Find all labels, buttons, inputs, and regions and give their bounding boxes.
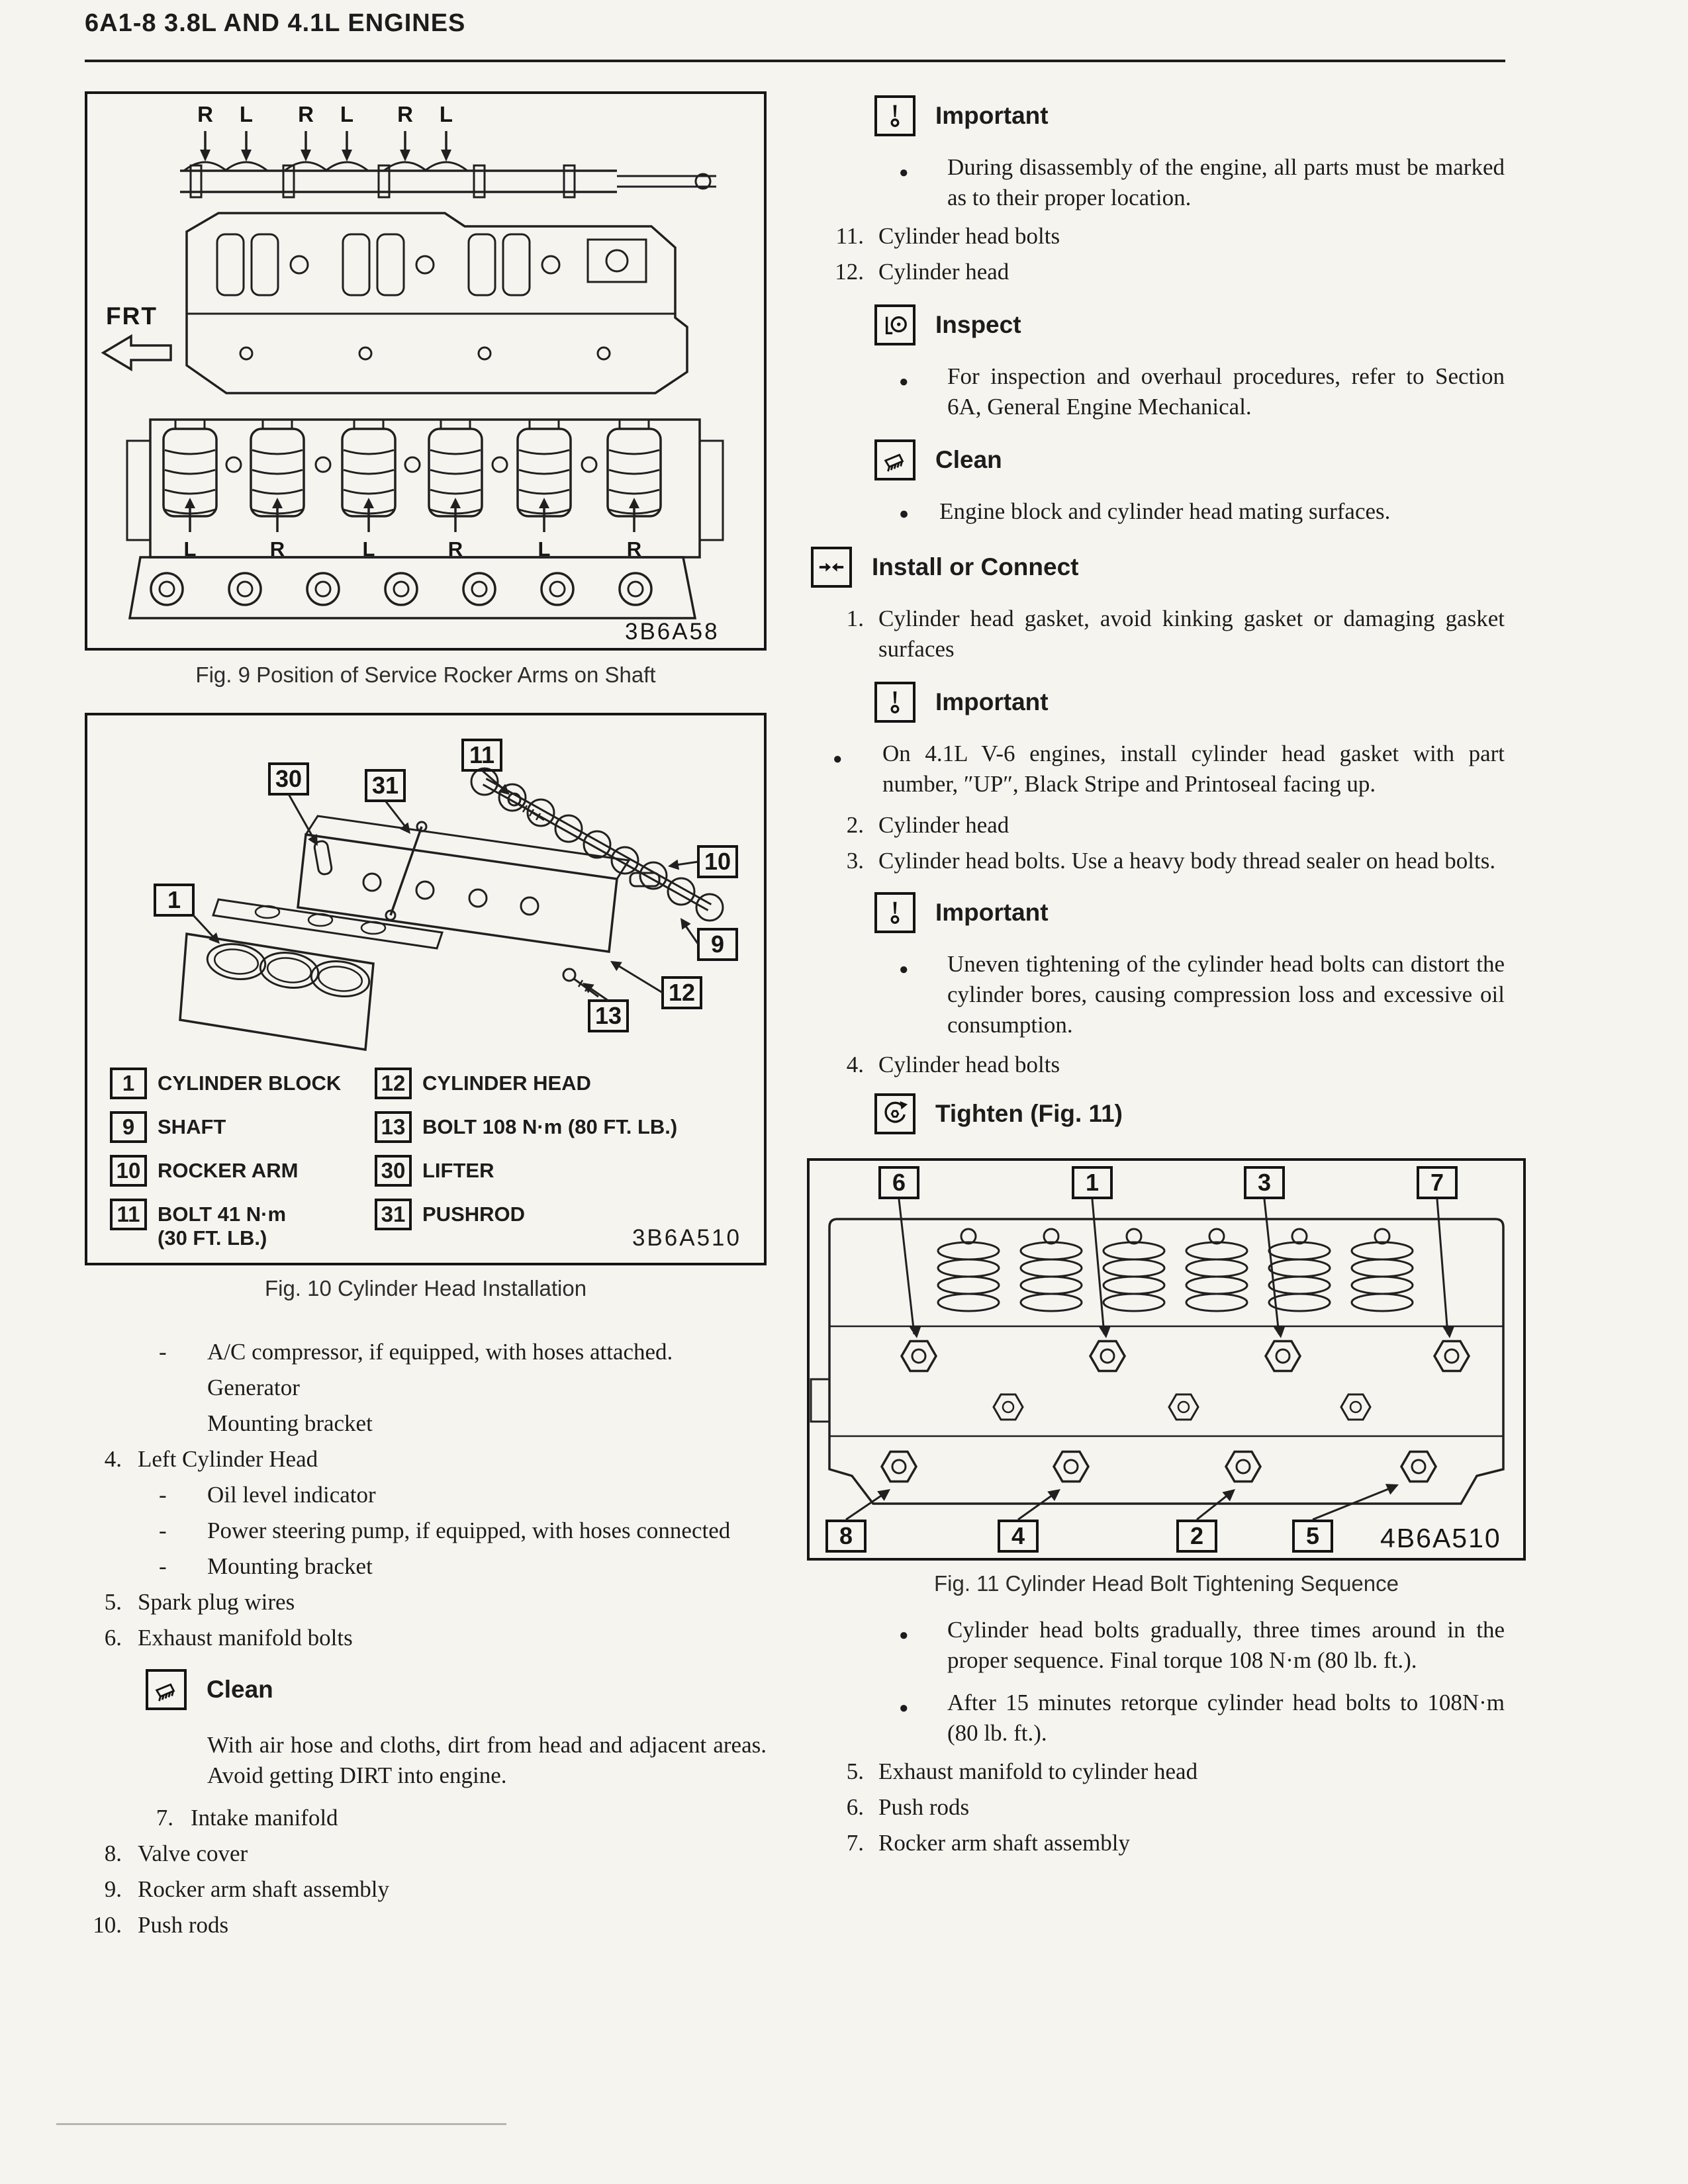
spring-label: R [626,537,642,561]
front-direction-arrow [103,302,171,369]
heading-label: Clean [935,446,1002,473]
item-text: Spark plug wires [138,1589,295,1615]
callout-12: 12 [668,979,696,1006]
fig9-cylinder-head [127,420,723,561]
heading-label: Install or Connect [872,553,1079,580]
item-number: 2. [846,812,864,838]
item-text: Exhaust manifold to cylinder head [878,1758,1198,1784]
item-text: Rocker arm shaft assembly [878,1830,1131,1856]
bullet-41l-gasket [811,739,1505,799]
bullet-text: Engine block and cylinder head mating surfaces. [939,498,1391,524]
list-item-push-rods [85,1910,767,1940]
fig9-rocker-shaft [180,162,716,197]
list-item-mounting-bracket: Mounting bracket [207,1410,373,1436]
rocker-label: R [298,102,314,126]
heading-label: Important [935,102,1049,129]
fig10-shaft-assembly [471,768,723,921]
bullet-marker [899,505,939,523]
item-number: 7. [846,1830,864,1856]
list-item-left-cylinder-head [85,1444,767,1475]
frt-label: FRT [106,302,158,330]
fig11-valve-springs [938,1229,1413,1311]
fig9-head-flange [130,557,695,618]
fig10-bolt-13 [563,969,598,997]
rocker-label: L [340,102,354,126]
list-item-generator: Generator [207,1375,300,1400]
callout-9: 9 [710,931,725,958]
clean-instructions: With air hose and cloths, dirt from head and adjacent areas. Avoid getting DIRT into engine. [207,1732,767,1788]
bullet-inspection-procedures [811,361,1505,422]
fig10-cylinder-block [180,934,373,1050]
legend-label: CYLINDER BLOCK [158,1071,342,1095]
rocker-label: R [197,102,213,126]
heading-label: Inspect [935,311,1021,338]
item-text: Cylinder head gasket, avoid kinking gasket or damaging gasket surfaces [878,606,1505,662]
item-text: Oil level indicator [207,1482,376,1508]
item-text: Cylinder head [878,259,1009,285]
heading-label: Important [935,688,1049,715]
legend-key-1: 1 [110,1068,147,1099]
fig9-rocker-labels [197,102,453,161]
bullet-text: Cylinder head bolts gradually, three times around in the proper sequence. Final torque 108 N·m (80 lb. ft.). [947,1617,1505,1673]
callout-31: 31 [371,772,399,799]
list-item-cylinder-head [811,257,1505,287]
legend-label: ROCKER ARM [158,1159,299,1182]
legend-key-10: 10 [110,1155,147,1187]
item-text: Left Cylinder Head [138,1446,318,1472]
sequence-callout-5: 5 [1305,1522,1320,1549]
item-text: Cylinder head bolts [878,1052,1060,1077]
list-item-valve-cover [85,1839,767,1869]
clean-heading-right [874,439,1505,480]
fig10-exploded-drawing [87,715,764,1056]
important-heading-1 [874,95,1505,136]
fig9-intake-manifold [187,213,687,393]
item-number: 3. [846,848,864,874]
figure-9-caption: Fig. 9 Position of Service Rocker Arms on Shaft [195,662,656,687]
clean-icon [146,1669,187,1710]
bullet-uneven-tightening [811,949,1505,1040]
list-item-head-bolts-sealer [811,846,1505,876]
item-text: Rocker arm shaft assembly [138,1876,390,1902]
list-item-mounting-bracket-2 [85,1551,767,1582]
legend-key-13: 13 [375,1111,412,1143]
fig11-head-bolts [882,1342,1469,1482]
callout-1: 1 [167,886,181,913]
list-item-exhaust-manifold-bolts [85,1623,767,1653]
right-column [811,91,1505,1858]
sequence-callout-8: 8 [839,1522,853,1549]
legend-row [110,1155,751,1187]
sequence-callout-3: 3 [1257,1169,1272,1196]
item-number: 8. [104,1841,122,1866]
sequence-callout-6: 6 [892,1169,906,1196]
callout-13: 13 [594,1002,622,1029]
item-number: 10. [93,1912,122,1938]
legend-label-line2: (30 FT. LB.) [158,1226,267,1250]
sequence-callout-2: 2 [1190,1522,1204,1549]
heading-label: Important [935,899,1049,926]
list-item-rocker-arm-shaft [85,1874,767,1905]
bottom-rule [56,2123,506,2125]
legend-label: CYLINDER HEAD [422,1071,591,1095]
inspect-heading [874,304,1505,345]
item-text: A/C compressor, if equipped, with hoses attached. [207,1339,673,1365]
page-header: 6A1-8 3.8L AND 4.1L ENGINES [85,9,466,37]
important-icon [874,892,915,933]
figure-11-code: 4B6A510 [1380,1523,1501,1553]
item-text: Power steering pump, if equipped, with hoses connected [207,1518,731,1543]
list-item-intake-manifold [85,1803,767,1833]
item-text: Intake manifold [191,1805,338,1831]
legend-label: LIFTER [422,1159,494,1182]
bullet-tighten-gradually [811,1615,1505,1676]
item-text: Push rods [138,1912,229,1938]
item-number: 6. [846,1794,864,1820]
figure-11-caption: Fig. 11 Cylinder Head Bolt Tightening Sequence [934,1571,1399,1596]
list-item-spark-plug-wires [85,1587,767,1617]
list-item-cylinder-head-2 [811,810,1505,841]
important-heading-3 [874,892,1505,933]
inspect-icon [874,304,915,345]
spring-label: R [447,537,463,561]
legend-row [110,1068,751,1099]
bullet-during-disassembly [811,152,1505,213]
list-item-push-rods-right [811,1792,1505,1823]
item-text: Cylinder head [878,812,1009,838]
figure-11 [807,1158,1526,1561]
item-number: 9. [104,1876,122,1902]
item-number: 4. [104,1446,122,1472]
install-connect-heading [811,547,1505,588]
rocker-label: R [397,102,413,126]
rocker-label: L [239,102,254,126]
bullet-text: On 4.1L V-6 engines, install cylinder head gasket with part number, ″UP″, Black Stripe and Printoseal facing up. [882,741,1505,797]
list-item-rocker-arm-shaft-right [811,1828,1505,1858]
list-item-cylinder-head-bolts-4 [811,1050,1505,1080]
legend-key-12: 12 [375,1068,412,1099]
fig11-sequence-callouts [827,1167,1456,1551]
important-icon [874,95,915,136]
spring-label: L [362,537,375,561]
item-text: Valve cover [138,1841,248,1866]
legend-label: SHAFT [158,1115,226,1138]
heading-label: Tighten (Fig. 11) [935,1100,1123,1127]
legend-key-11: 11 [110,1199,147,1230]
legend-label-line1: BOLT 41 N·m [158,1203,287,1226]
callout-30: 30 [275,765,303,792]
item-number: 1. [846,606,864,631]
important-heading-2 [874,682,1505,723]
valve-springs [164,420,661,561]
spring-label: L [183,537,197,561]
sequence-callout-4: 4 [1011,1522,1025,1549]
item-text: Push rods [878,1794,970,1820]
bullet-text: During disassembly of the engine, all parts must be marked as to their proper location. [947,154,1505,210]
sequence-callout-1: 1 [1085,1169,1100,1196]
legend-key-9: 9 [110,1111,147,1143]
figure-10-code: 3B6A510 [632,1225,741,1251]
list-item-cylinder-head-bolts [811,221,1505,251]
legend-label: BOLT 108 N·m (80 FT. LB.) [422,1115,678,1138]
item-number: 12. [835,259,864,285]
tighten-heading [874,1093,1505,1134]
clean-heading-left [146,1669,767,1710]
list-item-exhaust-manifold [811,1756,1505,1787]
legend-label [158,1199,286,1250]
legend-key-31: 31 [375,1199,412,1230]
spring-label: R [269,537,285,561]
figure-9-code: 3B6A58 [625,619,720,645]
item-text: Cylinder head bolts [878,223,1060,249]
figure-10 [85,713,767,1265]
rocker-label: L [439,102,453,126]
install-connect-icon [811,547,852,588]
down-arrow-icons [200,131,451,161]
legend-key-30: 30 [375,1155,412,1187]
sequence-callout-7: 7 [1430,1169,1444,1196]
callout-10: 10 [704,848,731,875]
item-number: 5. [104,1589,122,1615]
list-item-ac-compressor [85,1337,767,1367]
header-rule [85,60,1505,62]
bullet-retorque [811,1688,1505,1749]
heading-label: Clean [207,1676,273,1703]
bullet-text: Uneven tightening of the cylinder head bolts can distort the cylinder bores, causing compression loss and excessive oil consumption. [947,951,1505,1038]
figure-9 [85,91,767,651]
item-text: Exhaust manifold bolts [138,1625,353,1651]
item-text: Cylinder head bolts. Use a heavy body thread sealer on head bolts. [878,848,1496,874]
clean-icon [874,439,915,480]
spring-label: L [538,537,551,561]
fig9-engine-front-drawing [87,94,764,648]
item-number: 5. [846,1758,864,1784]
bullet-text: For inspection and overhaul procedures, refer to Section 6A, General Engine Mechanical. [947,363,1505,420]
fig11-tightening-sequence-drawing [810,1161,1523,1558]
fig10-pushrod [386,822,426,920]
legend-label: PUSHROD [422,1203,526,1226]
legend-row [110,1111,751,1143]
list-item-power-steering [85,1516,767,1546]
list-item-oil-level [85,1480,767,1510]
fig10-lifter [314,841,332,876]
bullet-text: After 15 minutes retorque cylinder head bolts to 108N·m (80 lb. ft.). [947,1690,1505,1746]
callout-11: 11 [469,741,495,768]
item-number: 11. [835,223,864,249]
bullet-engine-block-mating [811,496,1505,529]
tighten-icon [874,1093,915,1134]
item-text: Mounting bracket [207,1553,373,1579]
item-number: 6. [104,1625,122,1651]
list-item-head-gasket [811,604,1505,664]
important-icon [874,682,915,723]
item-number: 4. [846,1052,864,1077]
left-column [85,91,767,1940]
item-number: 7. [156,1805,173,1831]
figure-10-caption: Fig. 10 Cylinder Head Installation [264,1276,587,1300]
